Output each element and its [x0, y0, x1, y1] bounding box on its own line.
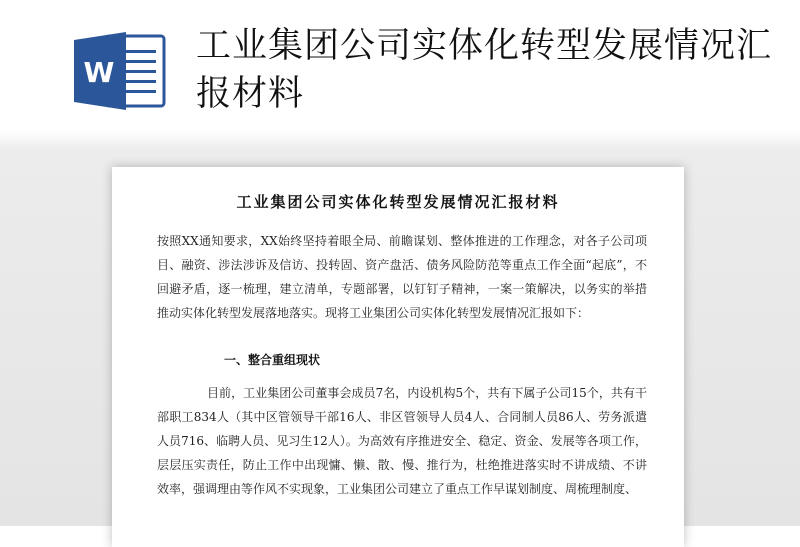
document-paragraph: 目前，工业集团公司董事会成员7名，内设机构5个，共有下属子公司15个，共有干部职工834人（其中区管领导干部16人、非区管领导人员4人、合同制人员86人、劳务派遣人员716、临聘人员、见习生12人）。为高效有序推进安全、稳定、资金、发展等各项工作，层层压实责任，防止工作中出现慵、懒、散、慢、推行为，杜绝推进落实时不讲成绩、不讲效率，强调理由等作风不实现象，工业集团公司建立了重点工作早谋划制度、周梳理制度、	[157, 386, 647, 496]
page-title: 工业集团公司实体化转型发展情况汇报材料	[196, 26, 773, 114]
word-document-icon	[72, 30, 168, 112]
svg-text:W: W	[83, 56, 115, 89]
document-page	[112, 167, 684, 547]
section-heading: 一、整合重组现状	[224, 353, 321, 367]
document-title: 工业集团公司实体化转型发展情况汇报材料	[236, 193, 560, 211]
document-paragraph: 按照XX通知要求，XX始终坚持着眼全局、前瞻谋划、整体推进的工作理念，对各子公司项目、融资、涉法涉诉及信访、投转固、资产盘活、债务风险防范等重点工作全面“起底”，不回避矛盾，逐一梳理，建立清单，专题部署，以钉钉子精神，一案一策解决，以务实的举措推动实体化转型发展落地落实。现将工业集团公司实体化转型发展情况汇报如下：	[157, 234, 647, 320]
header	[0, 0, 800, 140]
